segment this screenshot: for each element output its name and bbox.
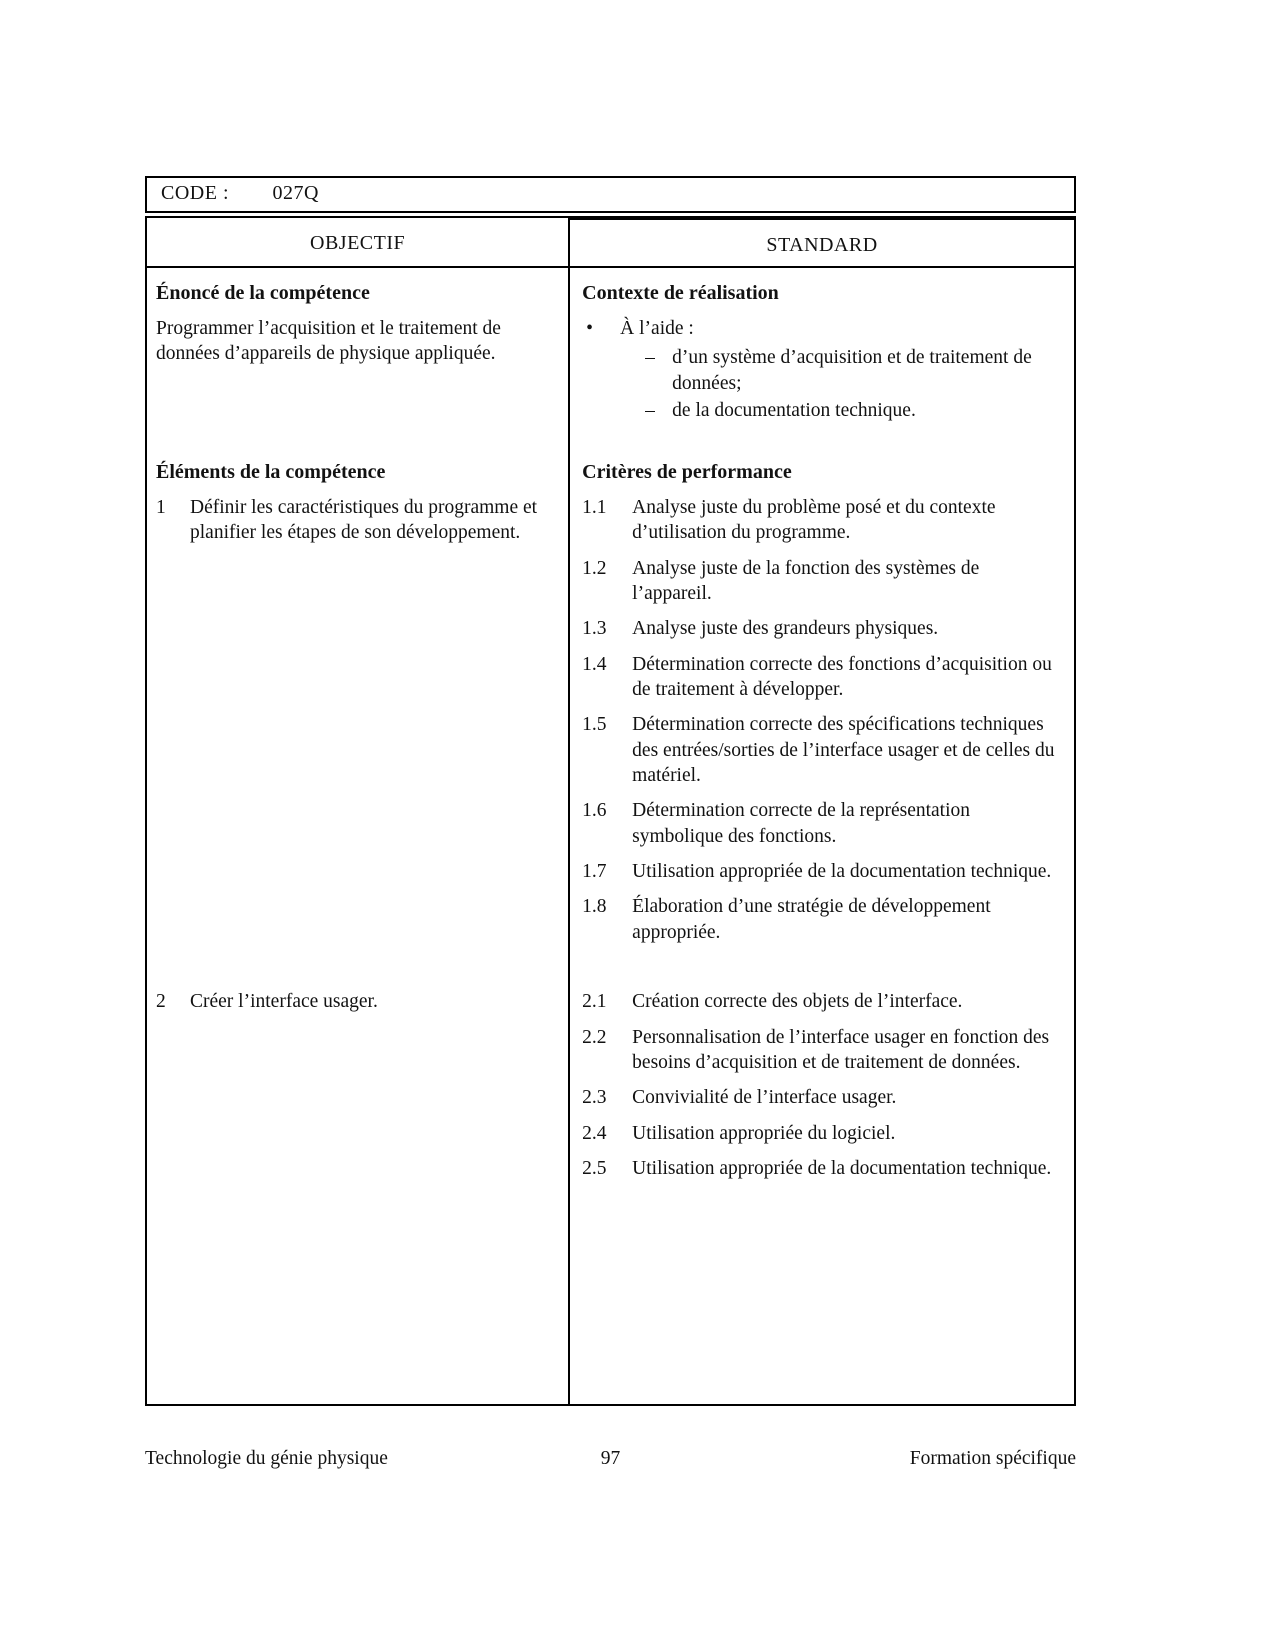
critere-number: 1.2 [582, 557, 607, 579]
critere-text: Détermination correcte de la représentation symbolique des fonctions. [632, 800, 971, 847]
elements-title: Éléments de la compétence [156, 461, 386, 483]
contexte-item-text: d’un système d’acquisition et de traitement de données; [672, 347, 1032, 394]
critere-item [582, 859, 1060, 884]
elements-section [147, 447, 570, 963]
element-number: 1 [156, 497, 166, 518]
critere-item [582, 798, 1060, 849]
critere-number: 2.3 [582, 1087, 607, 1109]
critere-item [582, 894, 1060, 945]
dash-icon: – [645, 400, 655, 422]
critere-number: 1.3 [582, 618, 607, 640]
criteres-title: Critères de performance [582, 461, 792, 483]
criteres-section-1 [570, 447, 1074, 963]
table-filler-right [570, 1199, 1074, 1404]
dash-icon: – [645, 347, 655, 369]
enonce-section [147, 268, 570, 447]
contexte-bullet-text: À l’aide : [620, 318, 694, 339]
document-content [145, 176, 1076, 1406]
contexte-item-text: de la documentation technique. [672, 400, 916, 422]
element-item [156, 495, 552, 546]
contexte-bullet-row [582, 316, 1060, 341]
critere-item [582, 1085, 1060, 1110]
critere-number: 2.5 [582, 1157, 607, 1179]
contexte-section [570, 268, 1074, 447]
column-header-standard: STANDARD [570, 218, 1074, 268]
critere-text: Analyse juste du problème posé et du contexte d’utilisation du programme. [632, 497, 996, 544]
criteres-section-2 [570, 963, 1074, 1199]
critere-text: Utilisation appropriée de la documentation technique. [632, 1157, 1052, 1179]
critere-number: 2.4 [582, 1122, 607, 1144]
page-footer [145, 1448, 1076, 1470]
critere-item [582, 556, 1060, 607]
critere-text: Élaboration d’une stratégie de développement appropriée. [632, 896, 991, 943]
code-box [145, 176, 1076, 213]
critere-number: 1.7 [582, 861, 607, 883]
objective-standard-table [145, 216, 1076, 1406]
critere-number: 2.1 [582, 991, 607, 1013]
footer-right-text: Formation spécifique [909, 1448, 1076, 1469]
page-number: 97 [600, 1448, 621, 1469]
element-text: Définir les caractéristiques du programme et planifier les étapes de son développement. [190, 497, 538, 544]
enonce-title: Énoncé de la compétence [156, 282, 370, 304]
critere-item [582, 712, 1060, 788]
element-number: 2 [156, 991, 166, 1013]
critere-text: Analyse juste de la fonction des systèmes de l’appareil. [632, 557, 980, 605]
critere-text: Détermination correcte des spécifications techniques des entrées/sorties de l’interface usager et de celles du matériel. [632, 714, 1055, 787]
critere-number: 1.6 [582, 800, 607, 822]
element-text: Créer l’interface usager. [190, 991, 378, 1013]
element-2-section [147, 963, 570, 1199]
critere-item [582, 495, 1060, 546]
critere-item [582, 652, 1060, 703]
critere-text: Détermination correcte des fonctions d’acquisition ou de traitement à développer. [632, 653, 1052, 701]
critere-text: Convivialité de l’interface usager. [632, 1087, 897, 1109]
critere-number: 1.4 [582, 653, 607, 675]
critere-item [582, 1156, 1060, 1181]
code-value: 027Q [272, 182, 319, 204]
critere-number: 1.1 [582, 497, 607, 518]
element-item [156, 989, 552, 1014]
contexte-item [582, 398, 1060, 423]
critere-text: Analyse juste des grandeurs physiques. [632, 618, 939, 640]
footer-left-text: Technologie du génie physique [145, 1448, 388, 1469]
bullet-icon: • [586, 318, 593, 339]
table-filler-left [147, 1199, 570, 1404]
enonce-text: Programmer l’acquisition et le traitement de données d’appareils de physique appliquée. [156, 318, 501, 365]
critere-number: 1.5 [582, 714, 607, 736]
column-header-objectif: OBJECTIF [147, 218, 570, 268]
critere-text: Personnalisation de l’interface usager en fonction des besoins d’acquisition et de traitement de données. [632, 1026, 1050, 1073]
code-label: CODE : [161, 182, 229, 204]
critere-text: Création correcte des objets de l’interface. [632, 991, 963, 1013]
contexte-title: Contexte de réalisation [582, 282, 779, 304]
critere-number: 1.8 [582, 896, 607, 918]
critere-text: Utilisation appropriée de la documentation technique. [632, 861, 1052, 883]
critere-item [582, 1121, 1060, 1146]
critere-item [582, 1025, 1060, 1076]
critere-item [582, 989, 1060, 1014]
critere-item [582, 616, 1060, 641]
critere-text: Utilisation appropriée du logiciel. [632, 1122, 896, 1144]
contexte-item [582, 345, 1060, 396]
critere-number: 2.2 [582, 1026, 607, 1048]
